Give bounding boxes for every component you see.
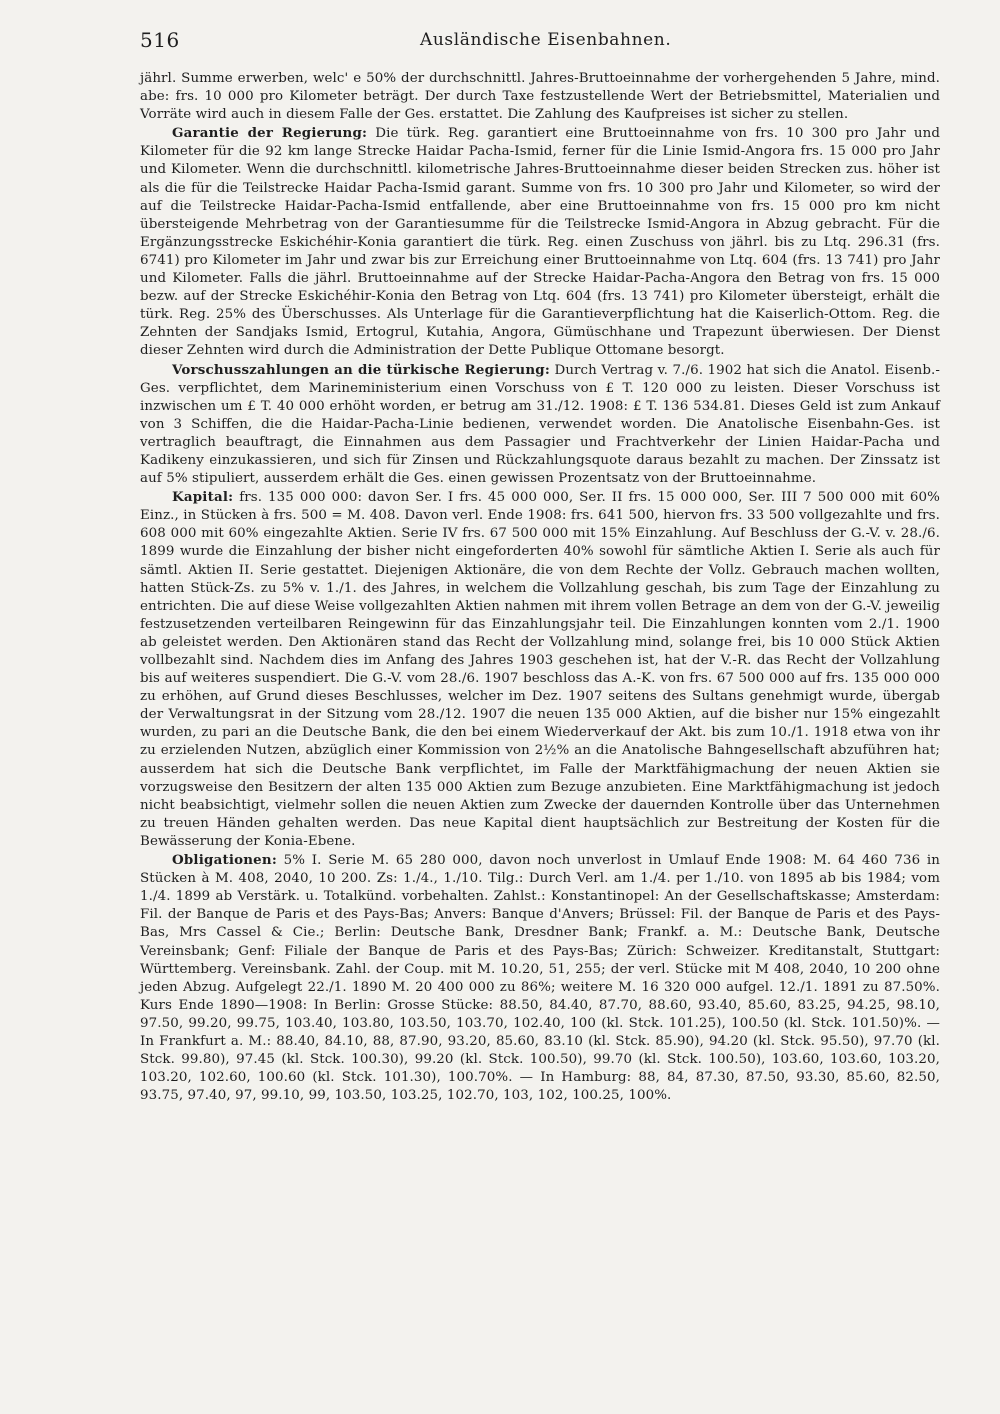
paragraph-intro — [140, 70, 940, 124]
paragraph-text: frs. 135 000 000: davon Ser. I frs. 45 000 000, Ser. II frs. 15 000 000, Ser. III 7 500 000 mit 60% Einz., in Stücken à frs. 500 = M. 408. Davon verl. Ende 1908: frs. 641 500, hiervon frs. 33 500 vollgezahlte und frs. 608 000 mit 60% eingezahlte Aktien. Serie IV frs. 67 500 000 mit 15% Einzahlung. Auf Beschluss der G.-V. v. 28./6. 1899 wurde die Einzahlung der bisher nicht eingeforderten 40% sowohl für sämtliche Aktien I. Serie als auch für sämtl. Aktien II. Serie gestattet. Diejenigen Aktionäre, die von dem Rechte der Vollz. Gebrauch machen wollten, hatten Stück-Zs. zu 5% v. 1./1. des Jahres, in welchem die Vollzahlung geschah, bis zum Tage der Einzahlung zu entrichten. Die auf diese Weise vollgezahlten Aktien nahmen mit ihrem vollen Betrage an dem von der G.-V. jeweilig festzusetzenden verteilbaren Reingewinn für das Einzahlungsjahr teil. Die Einzahlungen konnten vom 2./1. 1900 ab geleistet werden. Den Aktionären stand das Recht der Vollzahlung mind, solange frei, bis 10 000 Stück Aktien vollbezahlt sind. Nachdem dies im Anfang des Jahres 1903 geschehen ist, hat der V.-R. das Recht der Vollzahlung bis auf weiteres suspendiert. Die G.-V. vom 28./6. 1907 beschloss das A.-K. von frs. 67 500 000 auf frs. 135 000 000 zu erhöhen, auf Grund dieses Beschlusses, welcher im Dez. 1907 seitens des Sultans genehmigt wurde, übergab der Verwaltungsrat in der Sitzung vom 28./12. 1907 die neuen 135 000 Aktien, auf die bisher nur 15% eingezahlt wurden, zu pari an die Deutsche Bank, die den bei einem Wiederverkauf der Akt. bis zum 10./1. 1918 etwa von ihr zu erzielenden Nutzen, abzüglich einer Kommission von 2½% an die Anatolische Bahngesellschaft abzuführen hat; ausserdem hat sich die Deutsche Bank verpflichtet, im Falle der Marktfähigmachung der neuen Aktien sie vorzugsweise den Besitzern der alten 135 000 Aktien zum Bezuge anzubieten. Eine Marktfähigmachung ist jedoch nicht beabsichtigt, vielmehr sollen die neuen Aktien zum Zwecke der dauernden Kontrolle über das Unternehmen zu treuen Händen gehalten werden. Das neue Kapital dient hauptsächlich zur Bestreitung der Kosten für die Bewässerung der Konia-Ebene. — [140, 490, 940, 849]
paragraph-obligationen — [140, 851, 940, 1105]
paragraph-text: Die türk. Reg. garantiert eine Bruttoeinnahme von frs. 10 300 pro Jahr und Kilometer für die 92 km lange Strecke Haidar Pacha-Ismid, ferner für die Linie Ismid-Angora frs. 15 000 pro Jahr und Kilometer. Wenn die durchschnittl. kilometrische Jahres-Bruttoeinnahme dieser beiden Strecken zus. höher ist als die für die Teilstrecke Haidar Pacha-Ismid garant. Summe von frs. 10 300 pro Jahr und Kilometer, so wird der auf die Teilstrecke Haidar-Pacha-Ismid entfallende, aber eine Bruttoeinnahme von frs. 15 000 pro km nicht übersteigende Mehrbetrag von der Garantiesumme für die Teilstrecke Ismid-Angora in Abzug gebracht. Für die Ergänzungsstrecke Eskichéhir-Konia garantiert die türk. Reg. einen Zuschuss von jährl. bis zu Ltq. 296.31 (frs. 6741) pro Kilometer im Jahr und zwar bis zur Erreichung einer Bruttoeinnahme von Ltq. 604 (frs. 13 741) pro Jahr und Kilometer. Falls die jährl. Bruttoeinnahme auf der Strecke Haidar-Pacha-Angora den Betrag von frs. 15 000 bezw. auf der Strecke Eskichéhir-Konia den Betrag von Ltq. 604 (frs. 13 741) pro Kilometer übersteigt, erhält die türk. Reg. 25% des Überschusses. Als Unterlage für die Garantieverpflichtung hat die Kaiserlich-Ottom. Reg. die Zehnten der Sandjaks Ismid, Ertogrul, Kutahia, Angora, Gümüschhane und Trapezunt überwiesen. Der Dienst dieser Zehnten wird durch die Administration der Dette Publique Ottomane besorgt. — [140, 126, 940, 359]
section-heading: Obligationen: — [172, 852, 277, 869]
paragraph-text: jährl. Summe erwerben, welc' e 50% der durchschnittl. Jahres-Bruttoeinnahme der vorhergehenden 5 Jahre, mind. abe: frs. 10 000 pro Kilometer beträgt. Der durch Taxe festzustellende Wert der Betriebsmittel, Materialien und Vorräte wird auch in diesem Falle der Ges. erstattet. Die Zahlung des Kaufpreises ist sicher zu stellen. — [140, 71, 940, 123]
body-text — [140, 70, 940, 1105]
running-head: Ausländische Eisenbahnen. — [420, 30, 672, 50]
page-header — [140, 28, 940, 58]
paragraph-garantie — [140, 124, 940, 360]
paragraph-text: Durch Vertrag v. 7./6. 1902 hat sich die Anatol. Eisenb.-Ges. verpflichtet, dem Marineministerium einen Vorschuss von £ T. 120 000 zu leisten. Dieser Vorschuss ist inzwischen um £ T. 40 000 erhöht worden, er betrug am 31./12. 1908: £ T. 136 534.81. Dieses Geld ist zum Ankauf von 3 Schiffen, die die Haidar-Pacha-Linie bedienen, verwendet worden. Die Anatolische Eisenbahn-Ges. ist vertraglich beauftragt, die Einnahmen aus dem Passagier und Frachtverkehr der Linien Haidar-Pacha und Kadikeny einzukassieren, und sich für Zinsen und Rückzahlungsquote daraus bezahlt zu machen. Der Zinssatz ist auf 5% stipuliert, ausserdem erhält die Ges. einen gewissen Prozentsatz von der Bruttoeinnahme. — [140, 362, 941, 487]
paragraph-vorschuss — [140, 361, 940, 489]
page-number: 516 — [140, 28, 180, 52]
section-heading: Garantie der Regierung: — [172, 125, 368, 142]
paragraph-text: 5% I. Serie M. 65 280 000, davon noch unverlost in Umlauf Ende 1908: M. 64 460 736 in Stücken à M. 408, 2040, 10 200. Zs: 1./4., 1./10. Tilg.: Durch Verl. am 1./4. per 1./10. von 1895 ab bis 1984; vom 1./4. 1899 ab Verstärk. u. Totalkünd. vorbehalten. Zahlst.: Konstantinopel: An der Gesellschaftskasse; Amsterdam: Fil. der Banque de Paris et des Pays-Bas; Anvers: Banque d'Anvers; Brüssel: Fil. der Banque de Paris et des Pays-Bas, Mrs Cassel & Cie.; Berlin: Deutsche Bank, Dresdner Bank; Frankf. a. M.: Deutsche Bank, Deutsche Vereinsbank; Genf: Filiale der Banque de Paris et des Pays-Bas; Zürich: Schweizer. Kreditanstalt, Stuttgart: Württemberg. Vereinsbank. Zahl. der Coup. mit M. 10.20, 51, 255; der verl. Stücke mit M 408, 2040, 10 200 ohne jeden Abzug. Aufgelegt 22./1. 1890 M. 20 400 000 zu 86%; weitere M. 16 320 000 aufgel. 12./1. 1891 zu 87.50%. Kurs Ende 1890—1908: In Berlin: Grosse Stücke: 88.50, 84.40, 87.70, 88.60, 93.40, 85.60, 83.25, 94.25, 98.10, 97.50, 99.20, 99.75, 103.40, 103.80, 103.50, 103.70, 102.40, 100 (kl. Stck. 101.25), 100.50 (kl. Stck. 101.50)%. — In Frankfurt a. M.: 88.40, 84.10, 88, 87.90, 93.20, 85.60, 83.10 (kl. Stck. 85.90), 94.20 (kl. Stck. 95.50), 97.70 (kl. Stck. 99.80), 97.45 (kl. Stck. 100.30), 99.20 (kl. Stck. 100.50), 99.70 (kl. Stck. 100.50), 103.60, 103.60, 103.20, 103.20, 102.60, 100.60 (kl. Stck. 101.30), 100.70%. — In Hamburg: 88, 84, 87.30, 87.50, 93.30, 85.60, 82.50, 93.75, 97.40, 97, 99.10, 99, 103.50, 103.25, 102.70, 103, 102, 100.25, 100%. — [140, 853, 940, 1104]
paragraph-kapital — [140, 488, 940, 851]
section-heading: Vorschusszahlungen an die türkische Regierung: — [172, 361, 550, 378]
section-heading: Kapital: — [172, 489, 234, 506]
